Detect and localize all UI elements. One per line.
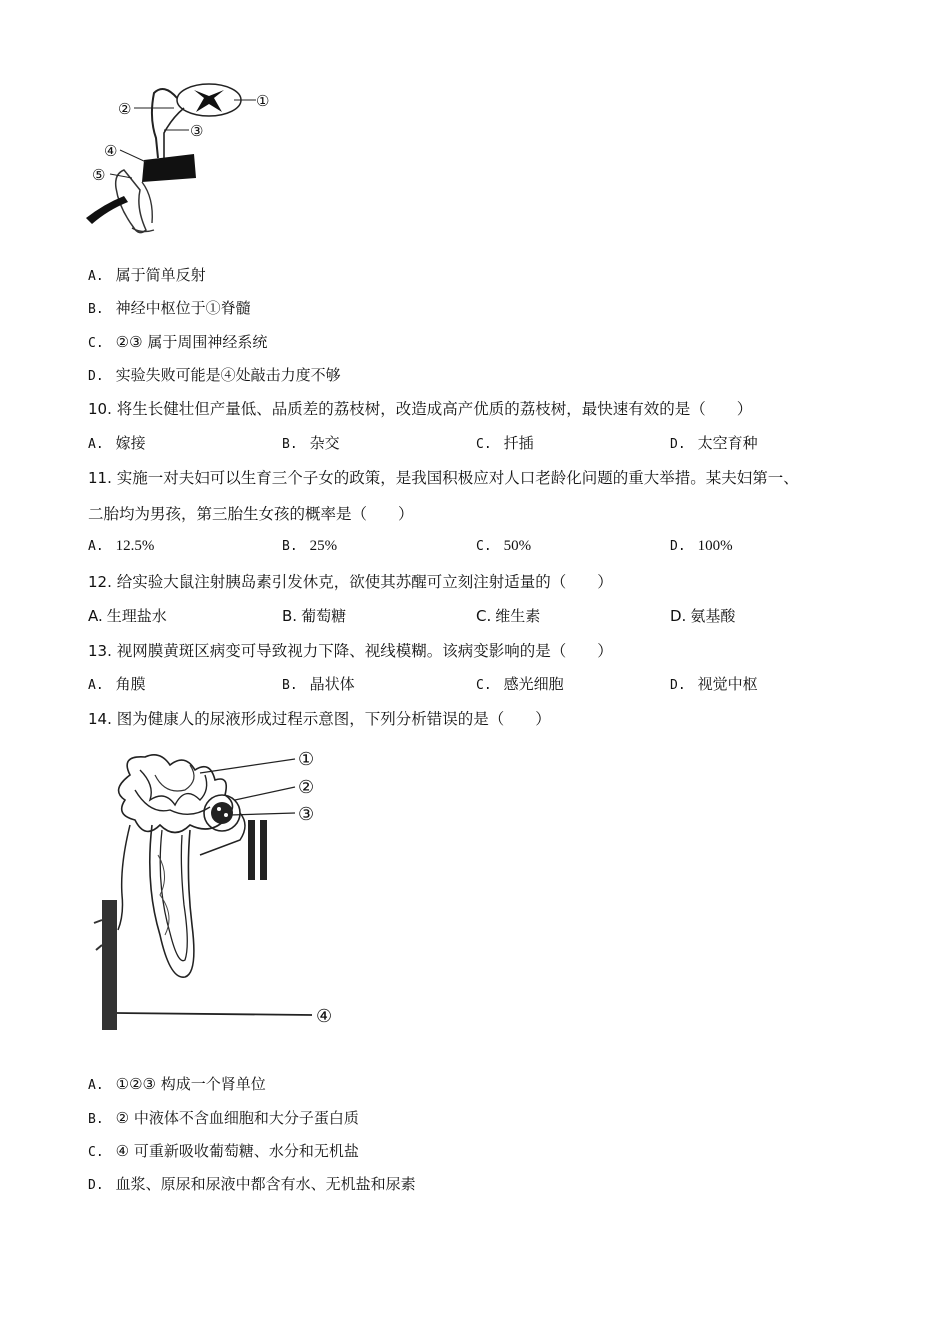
- q10-option-a-text: 嫁接: [115, 434, 146, 452]
- q12-option-a: [88, 605, 167, 626]
- q10-option-d-text: 太空育种: [697, 434, 758, 452]
- q11-option-c-text: 50%: [503, 538, 532, 554]
- q14-option-a-text: ①②③ 构成一个肾单位: [115, 1075, 266, 1093]
- q13-option-c-label: C.: [476, 678, 492, 693]
- nephron-figure: [90, 745, 350, 1040]
- q11-option-c: [476, 536, 531, 555]
- q9-option-b-label: B.: [88, 302, 104, 317]
- fig2-label-2: ②: [298, 777, 315, 798]
- q10-option-a: [88, 432, 146, 453]
- q12-option-a-label: A.: [88, 607, 103, 625]
- q11-stem-text-1: 实施一对夫妇可以生育三个子女的政策，是我国积极应对人口老龄化问题的重大举措。某夫妇第一、: [116, 469, 799, 487]
- knee-reflex-figure: [84, 78, 284, 238]
- q12-option-c: [476, 605, 540, 626]
- q12-option-c-label: C.: [476, 607, 492, 625]
- q13-option-a-text: 角膜: [115, 675, 146, 693]
- q11-option-d: [670, 536, 733, 555]
- q10-option-b-text: 杂交: [309, 434, 340, 452]
- q11-option-b-text: 25%: [309, 538, 338, 554]
- q9-option-c-text: ②③ 属于周围神经系统: [115, 333, 268, 351]
- q14-stem: [88, 707, 551, 729]
- q9-option-a: [88, 264, 206, 285]
- q10-option-b: [282, 432, 340, 453]
- q14-option-d: [88, 1173, 416, 1194]
- q14-option-b-text: ② 中液体不含血细胞和大分子蛋白质: [115, 1109, 359, 1127]
- q13-stem-text: 视网膜黄斑区病变可导致视力下降、视线模糊。该病变影响的是（ ）: [116, 642, 613, 660]
- fig2-label-1: ①: [298, 749, 315, 770]
- fig1-label-1: ①: [256, 92, 270, 110]
- q11-option-a-label: A.: [88, 539, 104, 554]
- fig2-label-4: ④: [316, 1006, 333, 1027]
- q9-option-d: [88, 364, 341, 385]
- q9-option-a-text: 属于简单反射: [115, 266, 206, 284]
- q10-option-c: [476, 432, 534, 453]
- q12-option-d-text: 氨基酸: [690, 607, 736, 625]
- q11-number: 11.: [88, 469, 112, 487]
- q10-options: [88, 432, 868, 454]
- q11-options: [88, 536, 868, 558]
- q10-number: 10.: [88, 400, 112, 418]
- q10-option-d: [670, 432, 758, 453]
- q13-option-c: [476, 673, 564, 694]
- q14-option-c: [88, 1140, 359, 1161]
- q12-stem-text: 给实验大鼠注射胰岛素引发休克，欲使其苏醒可立刻注射适量的（ ）: [116, 573, 613, 591]
- q12-option-d: [670, 605, 735, 626]
- fig1-label-2: ②: [118, 100, 132, 118]
- q13-option-a: [88, 673, 146, 694]
- q13-number: 13.: [88, 642, 112, 660]
- q13-option-c-text: 感光细胞: [503, 675, 564, 693]
- q10-option-b-label: B.: [282, 437, 298, 452]
- fig1-label-3: ③: [190, 122, 204, 140]
- q13-option-a-label: A.: [88, 678, 104, 693]
- q10-option-c-label: C.: [476, 437, 492, 452]
- q11-option-b-label: B.: [282, 539, 298, 554]
- q11-option-c-label: C.: [476, 539, 492, 554]
- q10-stem-text: 将生长健壮但产量低、品质差的荔枝树，改造成高产优质的荔枝树，最快速有效的是（ ）: [116, 400, 753, 418]
- q10-option-c-text: 扦插: [503, 434, 534, 452]
- q9-option-b: [88, 297, 251, 318]
- q13-option-d: [670, 673, 758, 694]
- q10-option-a-label: A.: [88, 437, 104, 452]
- q9-option-d-label: D.: [88, 369, 104, 384]
- q12-number: 12.: [88, 573, 112, 591]
- q14-option-c-text: ④ 可重新吸收葡萄糖、水分和无机盐: [115, 1142, 359, 1160]
- q14-stem-text: 图为健康人的尿液形成过程示意图，下列分析错误的是（ ）: [116, 710, 551, 728]
- q11-option-a-text: 12.5%: [115, 538, 155, 554]
- q9-option-c: [88, 331, 267, 352]
- q9-option-a-label: A.: [88, 269, 104, 284]
- q14-option-c-label: C.: [88, 1145, 104, 1160]
- q13-stem: [88, 639, 613, 661]
- q12-option-c-text: 维生素: [495, 607, 541, 625]
- q11-stem-line1: [88, 466, 799, 488]
- q14-option-d-label: D.: [88, 1178, 104, 1193]
- q11-option-d-label: D.: [670, 539, 686, 554]
- fig2-label-3: ③: [298, 804, 315, 825]
- q13-options: [88, 673, 868, 695]
- q12-options: [88, 605, 868, 627]
- q11-option-d-text: 100%: [697, 538, 733, 554]
- q11-stem-text-2: 二胎均为男孩，第三胎生女孩的概率是（ ）: [88, 505, 414, 523]
- q11-stem-line2: [88, 502, 414, 524]
- q11-option-a: [88, 536, 154, 555]
- q14-option-b-label: B.: [88, 1112, 104, 1127]
- q9-option-b-text: 神经中枢位于①脊髓: [115, 299, 251, 317]
- q10-option-d-label: D.: [670, 437, 686, 452]
- q12-stem: [88, 570, 613, 592]
- q9-option-c-label: C.: [88, 336, 104, 351]
- q14-number: 14.: [88, 710, 112, 728]
- q12-option-b: [282, 605, 346, 626]
- q13-option-b-label: B.: [282, 678, 298, 693]
- q13-option-b: [282, 673, 355, 694]
- q14-option-d-text: 血浆、原尿和尿液中都含有水、无机盐和尿素: [115, 1175, 416, 1193]
- q10-stem: [88, 397, 752, 419]
- q14-option-a-label: A.: [88, 1078, 104, 1093]
- q12-option-b-text: 葡萄糖: [301, 607, 347, 625]
- q13-option-b-text: 晶状体: [309, 675, 355, 693]
- q14-option-a: [88, 1073, 266, 1094]
- q13-option-d-label: D.: [670, 678, 686, 693]
- q9-option-d-text: 实验失败可能是④处敲击力度不够: [115, 366, 341, 384]
- q12-option-d-label: D.: [670, 607, 687, 625]
- q14-option-b: [88, 1107, 359, 1128]
- q13-option-d-text: 视觉中枢: [697, 675, 758, 693]
- q11-option-b: [282, 536, 337, 555]
- q12-option-b-label: B.: [282, 607, 298, 625]
- fig1-label-4: ④: [104, 142, 118, 160]
- q12-option-a-text: 生理盐水: [106, 607, 167, 625]
- fig1-label-5: ⑤: [92, 166, 106, 184]
